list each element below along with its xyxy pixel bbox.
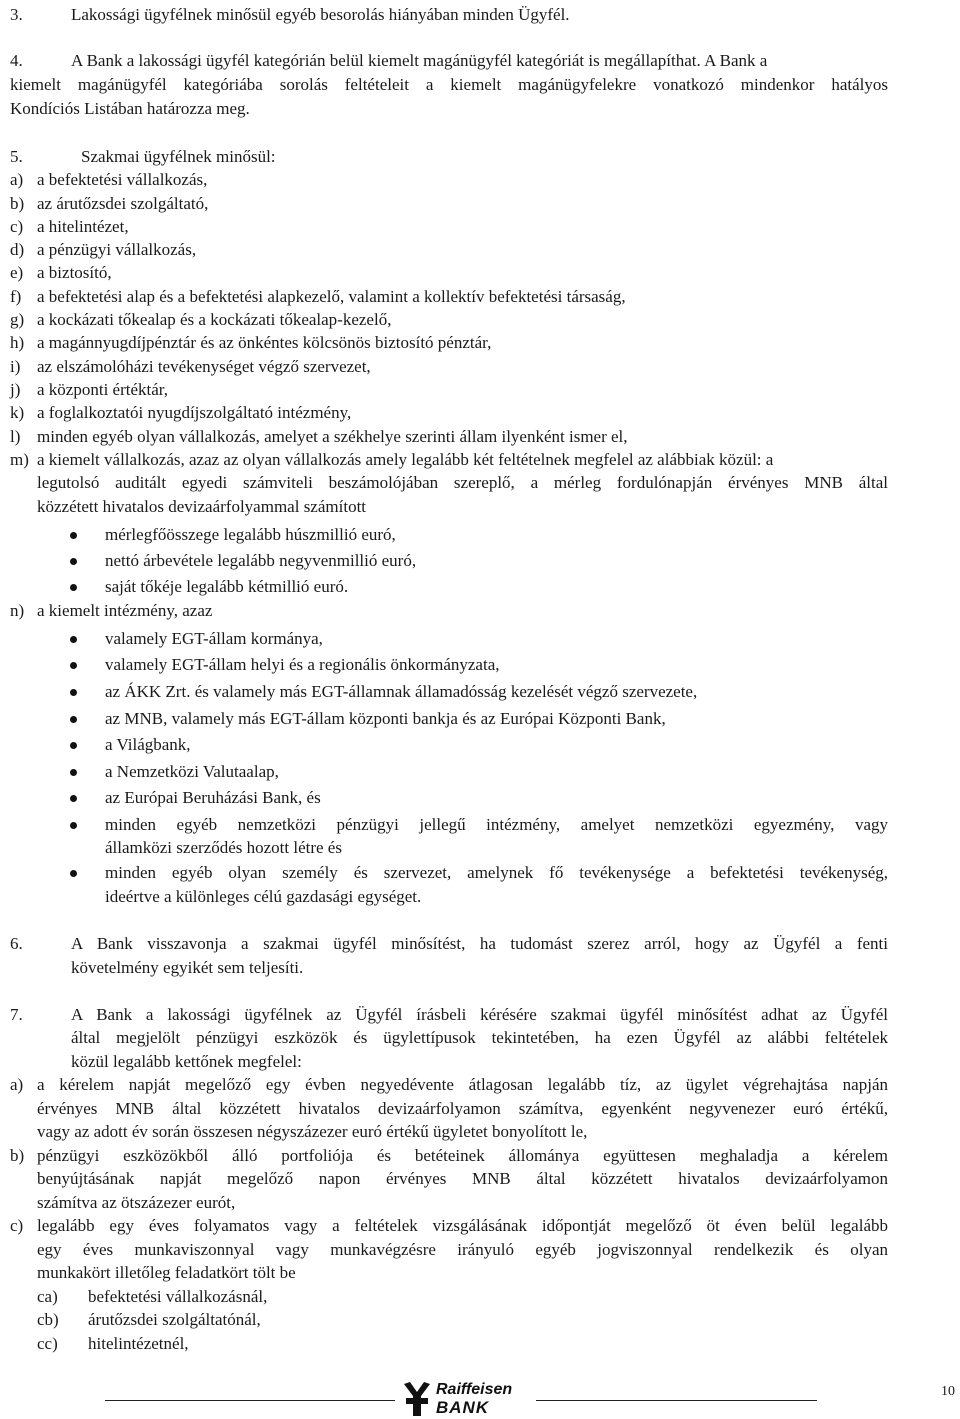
list-item: a központi értéktár, — [37, 380, 169, 399]
list-item-label: a) — [10, 170, 24, 189]
list-item: árutőzsdei szolgáltatónál, — [88, 1310, 261, 1329]
list-item-label: a) — [10, 1075, 24, 1094]
bullet-icon — [70, 662, 77, 669]
item-7b-line-3: számítva az ötszázezer eurót, — [37, 1193, 236, 1212]
item-6-line-1: A Bank visszavonja a szakmai ügyfél minősítést, ha tudomást szerez arról, hogy az Ügyfél a fenti — [71, 934, 888, 953]
list-item: minden egyéb olyan vállalkozás, amelyet a székhelye szerinti állam ilyenként ismer el, — [37, 427, 628, 446]
item-4-number: 4. — [10, 51, 23, 70]
bullet-icon — [70, 636, 77, 643]
logo-text-bank: BANK — [436, 1398, 490, 1417]
list-item-label: ca) — [37, 1287, 58, 1306]
list-item-label: f) — [10, 287, 22, 306]
list-item: a kockázati tőkealap és a kockázati tőkealap-kezelő, — [37, 310, 392, 329]
item-5n-text: a kiemelt intézmény, azaz — [37, 601, 213, 620]
item-4-line-2: kiemelt magánügyfél kategóriába sorolás feltételeit a kiemelt magánügyfelekre vonatkozó mindenkor hatályos — [10, 75, 888, 94]
list-item: a Nemzetközi Valutaalap, — [105, 762, 279, 781]
bullet-icon — [70, 795, 77, 802]
list-item: az ÁKK Zrt. és valamely más EGT-államnak államadósság kezelését végző szervezete, — [105, 682, 698, 701]
list-item-label: e) — [10, 263, 24, 282]
list-item: valamely EGT-állam helyi és a regionális önkormányzata, — [105, 655, 500, 674]
bullet-icon — [70, 742, 77, 749]
bullet-icon — [70, 558, 77, 565]
item-5-heading: Szakmai ügyfélnek minősül: — [81, 147, 276, 166]
list-item-label: c) — [10, 1216, 24, 1235]
list-item-label: cc) — [37, 1334, 58, 1353]
list-item: az elszámolóházi tevékenységet végző szervezet, — [37, 357, 371, 376]
list-item-label: m) — [10, 450, 29, 469]
bullet-icon — [70, 822, 77, 829]
list-item-label: k) — [10, 403, 25, 422]
footer-rule-left — [105, 1400, 395, 1401]
item-7-line-1: A Bank a lakossági ügyfélnek az Ügyfél írásbeli kérésére szakmai ügyfél minősítést adhat az Ügyfél — [71, 1005, 888, 1024]
list-item: a befektetési vállalkozás, — [37, 170, 208, 189]
list-item-label: g) — [10, 310, 25, 329]
list-item: a befektetési alap és a befektetési alapkezelő, valamint a kollektív befektetési társaság, — [37, 287, 626, 306]
list-item: mérlegfőösszege legalább húszmillió euró, — [105, 525, 396, 544]
bullet-icon — [70, 532, 77, 539]
item-7c-line-2: egy éves munkaviszonnyal vagy munkavégzésre irányuló egyéb jogviszonnyal rendelkezik és olyan — [37, 1240, 888, 1259]
item-3-text: Lakossági ügyfélnek minősül egyéb besorolás hiányában minden Ügyfél. — [71, 5, 570, 24]
item-5m-line-3: közzétett hivatalos devizaárfolyammal számított — [37, 497, 367, 516]
list-item-label: h) — [10, 333, 25, 352]
list-item: az Európai Beruházási Bank, és — [105, 788, 321, 807]
item-7-line-3: közül legalább kettőnek megfelel: — [71, 1052, 302, 1071]
item-5m-line-2: legutolsó auditált egyedi számviteli beszámolójában szereplő, a mérleg fordulónapján érvényes MNB által — [37, 473, 888, 492]
list-item-label: b) — [10, 1146, 25, 1165]
list-item-label: d) — [10, 240, 25, 259]
bullet-icon — [70, 870, 77, 877]
item-3-number: 3. — [10, 5, 23, 24]
bullet-icon — [70, 689, 77, 696]
bullet-icon — [70, 769, 77, 776]
item-7c-line-3: munkakört illetőleg feladatkört tölt be — [37, 1263, 296, 1282]
list-item-label: i) — [10, 357, 21, 376]
footer-rule-right — [536, 1400, 817, 1401]
list-item-label: cb) — [37, 1310, 59, 1329]
list-item: saját tőkéje legalább kétmillió euró. — [105, 577, 349, 596]
list-item: az árutőzsdei szolgáltató, — [37, 194, 209, 213]
bank-logo — [402, 1379, 522, 1419]
list-item: az MNB, valamely más EGT-állam központi bankja és az Európai Központi Bank, — [105, 709, 666, 728]
list-item-label: j) — [10, 380, 21, 399]
item-6-number: 6. — [10, 934, 23, 953]
item-7b-line-2: benyújtásának napját megelőző napon érvényes MNB által közzétett hivatalos devizaárfolyamon — [37, 1169, 888, 1188]
list-item: valamely EGT-állam kormánya, — [105, 629, 323, 648]
item-7a-line-2: érvényes MNB által közzétett hivatalos devizaárfolyamon számítva, egyenként negyvenezer euró értékű, — [37, 1099, 888, 1118]
bullet-icon — [70, 716, 77, 723]
item-7c-line-1: legalább egy éves folyamatos vagy a feltételek vizsgálásának időpontját megelőző öt éven belül legalább — [37, 1216, 888, 1235]
list-item: a hitelintézet, — [37, 217, 129, 236]
list-item-label: c) — [10, 217, 24, 236]
list-item-label: n) — [10, 601, 25, 620]
list-item: a biztosító, — [37, 263, 112, 282]
bullet-icon — [70, 584, 77, 591]
raiffeisen-gable-cross-icon — [402, 1382, 432, 1416]
item-7-line-2: által megjelölt pénzügyi eszközök és ügylettípusok tekintetében, ha ezen Ügyfél az alábbi feltételek — [71, 1028, 888, 1047]
logo-text-raiffeisen: Raiffeisen — [436, 1381, 513, 1398]
list-item: a pénzügyi vállalkozás, — [37, 240, 197, 259]
list-item-label: l) — [10, 427, 21, 446]
list-item: a magánnyugdíjpénztár és az önkéntes kölcsönös biztosító pénztár, — [37, 333, 492, 352]
page-number: 10 — [941, 1384, 955, 1399]
list-item: nettó árbevétele legalább negyvenmillió euró, — [105, 551, 417, 570]
item-7-number: 7. — [10, 1005, 23, 1024]
item-6-line-2: követelmény egyikét sem teljesíti. — [71, 958, 304, 977]
item-4-line-3: Kondíciós Listában határozza meg. — [10, 99, 250, 118]
item-5-number: 5. — [10, 147, 23, 166]
item-7b-line-1: pénzügyi eszközökből álló portfoliója és betéteinek állománya együttesen meghaladja a kérelem — [37, 1146, 888, 1165]
list-item-label: b) — [10, 194, 25, 213]
list-item: minden egyéb olyan személy és szervezet, amelynek fő tevékenysége a befektetési tevékenység, — [105, 863, 888, 882]
list-item: a foglalkoztatói nyugdíjszolgáltató intézmény, — [37, 403, 352, 422]
list-item: a Világbank, — [105, 735, 191, 754]
list-item-continuation: államközi szerződés hozott létre és — [105, 838, 342, 857]
item-4-line-1: A Bank a lakossági ügyfél kategórián belül kiemelt magánügyfél kategóriát is megállapíthat. A Bank a — [71, 51, 768, 70]
list-item: befektetési vállalkozásnál, — [88, 1287, 268, 1306]
list-item: hitelintézetnél, — [88, 1334, 189, 1353]
item-7a-line-3: vagy az adott év során összesen négyszázezer euró értékű ügyletet bonyolított le, — [37, 1122, 588, 1141]
list-item-continuation: ideértve a különleges célú gazdasági egységet. — [105, 887, 422, 906]
list-item: minden egyéb nemzetközi pénzügyi jellegű intézmény, amelyet nemzetközi egyezmény, vagy — [105, 815, 888, 834]
item-7a-line-1: a kérelem napját megelőző egy évben negyedévente átlagosan legalább tíz, az ügylet végrehajtása napján — [37, 1075, 888, 1094]
item-5m-line-1: a kiemelt vállalkozás, azaz az olyan vállalkozás amely legalább két feltételnek megfelel az alábbiak közül: a — [37, 450, 774, 469]
